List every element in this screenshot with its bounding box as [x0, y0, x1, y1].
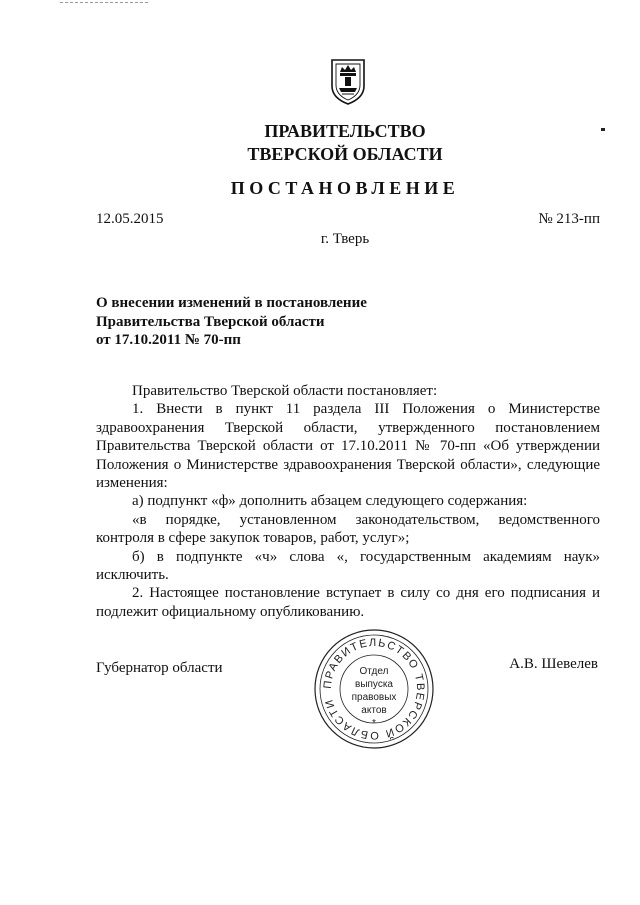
signer-name: А.В. Шевелев [509, 656, 598, 672]
body-paragraph: Правительство Тверской области постановляет: [132, 383, 438, 399]
body-paragraph: 2. Настоящее постановление вступает в силу со дня его подписания и подлежит официальному опубликованию. [96, 585, 600, 620]
stamp-center-text [312, 665, 436, 730]
government-title-line2: ТВЕРСКОЙ ОБЛАСТИ [247, 144, 443, 164]
decree-body [96, 382, 600, 621]
body-paragraph: 1. Внести в пункт 11 раздела III Положения о Министерстве здравоохранения Тверской области, утвержденного постановлением Правительства Тверской области от 17.10.2011 № 70-пп «Об утверждении Положения о Министерстве здравоохранения Тверской области», следующие изменения: [96, 401, 600, 492]
stamp-line: выпуска [355, 679, 393, 690]
government-title [0, 120, 640, 166]
decree-subject [96, 294, 367, 350]
decree-title: ПОСТАНОВЛЕНИЕ [230, 178, 460, 198]
body-paragraph: а) подпункт «ф» дополнить абзацем следующего содержания: [132, 493, 528, 510]
official-stamp [312, 627, 436, 751]
stamp-ring-text: ПРАВИТЕЛЬСТВО ТВЕРСКОЙ ОБЛАСТИ [321, 636, 427, 742]
signer-title: Губернатор области [96, 660, 223, 676]
coat-of-arms-icon [328, 56, 368, 106]
stamp-line: актов [361, 705, 387, 716]
decree-number: № 213-пп [538, 211, 600, 227]
decree-city: г. Тверь [320, 231, 370, 247]
stamp-line: правовых [351, 692, 397, 703]
stamp-star: * [372, 718, 376, 729]
scan-edge-mark [60, 2, 148, 3]
body-paragraph: б) в подпункте «ч» слова «, государственным академиям наук» исключить. [96, 548, 600, 584]
stamp-line: Отдел [359, 666, 389, 677]
body-paragraph: «в порядке, установленном законодательством, ведомственного контроля в сфере закупок товаров, работ, услуг»; [96, 511, 600, 547]
government-title-line1: ПРАВИТЕЛЬСТВО [264, 121, 426, 141]
subject-line3: от 17.10.2011 № 70-пп [96, 332, 241, 348]
decree-date: 12.05.2015 [96, 211, 164, 227]
subject-line2: Правительства Тверской области [96, 313, 325, 330]
subject-line1: О внесении изменений в постановление [96, 295, 367, 311]
